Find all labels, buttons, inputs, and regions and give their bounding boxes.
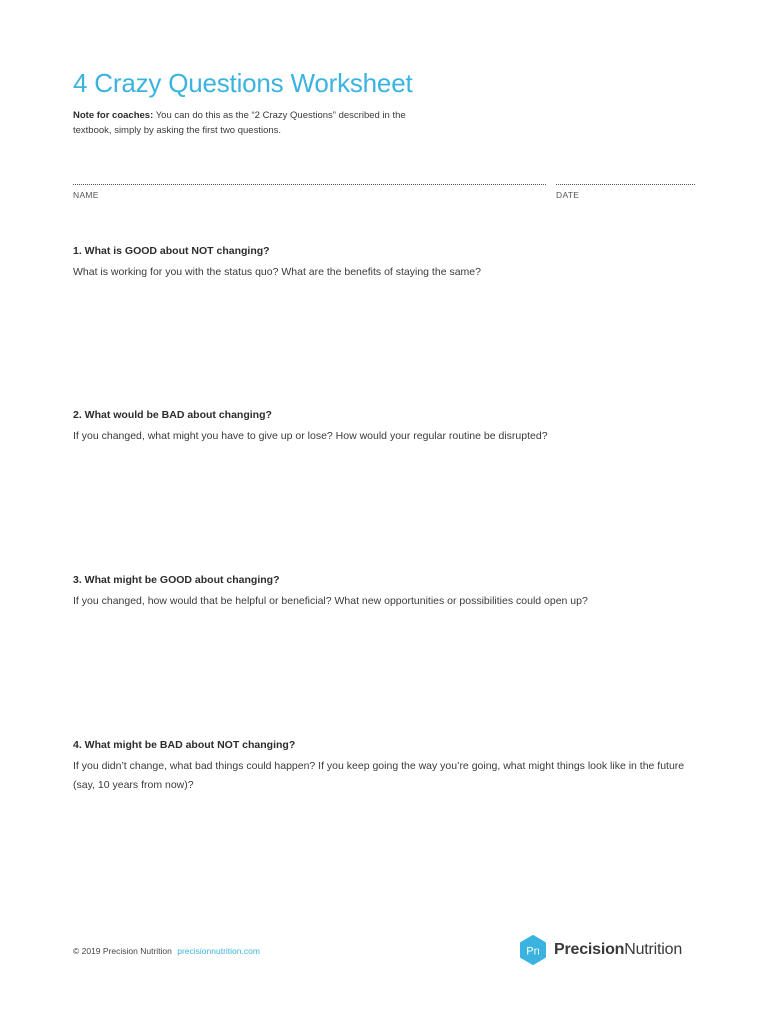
copyright-text: © 2019 Precision Nutrition <box>73 946 172 956</box>
question-4-title: 4. What might be BAD about NOT changing? <box>73 739 296 751</box>
question-1-body: What is working for you with the status quo? What are the benefits of staying the same? <box>73 266 481 278</box>
question-4-body: If you didn’t change, what bad things could happen? If you keep going the way you’re going, what might things look like in the future (say, 10 years from now)? <box>73 760 685 791</box>
precision-nutrition-logo <box>518 935 682 965</box>
logo-wordmark <box>554 941 682 959</box>
name-label: NAME <box>73 190 99 200</box>
question-2-title: 2. What would be BAD about changing? <box>73 409 272 421</box>
logo-hexagon-icon <box>518 935 548 965</box>
name-field[interactable] <box>73 184 546 204</box>
logo-word-regular: Nutrition <box>624 941 683 958</box>
question-3 <box>73 574 693 611</box>
logo-word-bold: Precision <box>554 941 625 958</box>
question-1 <box>73 245 693 282</box>
page-title: 4 Crazy Questions Worksheet <box>73 68 413 98</box>
footer <box>73 946 260 956</box>
date-field[interactable] <box>556 184 695 204</box>
question-2 <box>73 409 693 446</box>
question-1-title: 1. What is GOOD about NOT changing? <box>73 245 270 257</box>
question-2-body: If you changed, what might you have to give up or lose? How would your regular routine be disrupted? <box>73 430 548 442</box>
question-3-body: If you changed, how would that be helpful or beneficial? What new opportunities or possibilities could open up? <box>73 595 588 607</box>
name-line <box>73 184 546 185</box>
coach-note-label: Note for coaches: <box>73 110 154 121</box>
coach-note-text: You can do this as the “2 Crazy Questions” described in the textbook, simply by asking the first two questions. <box>73 110 406 136</box>
coach-note <box>73 108 413 138</box>
logo-monogram: Pn <box>526 945 540 958</box>
date-line <box>556 184 695 185</box>
date-label: DATE <box>556 190 580 200</box>
question-3-title: 3. What might be GOOD about changing? <box>73 574 280 586</box>
website-link[interactable]: precisionnutrition.com <box>177 946 260 956</box>
question-4 <box>73 739 693 795</box>
